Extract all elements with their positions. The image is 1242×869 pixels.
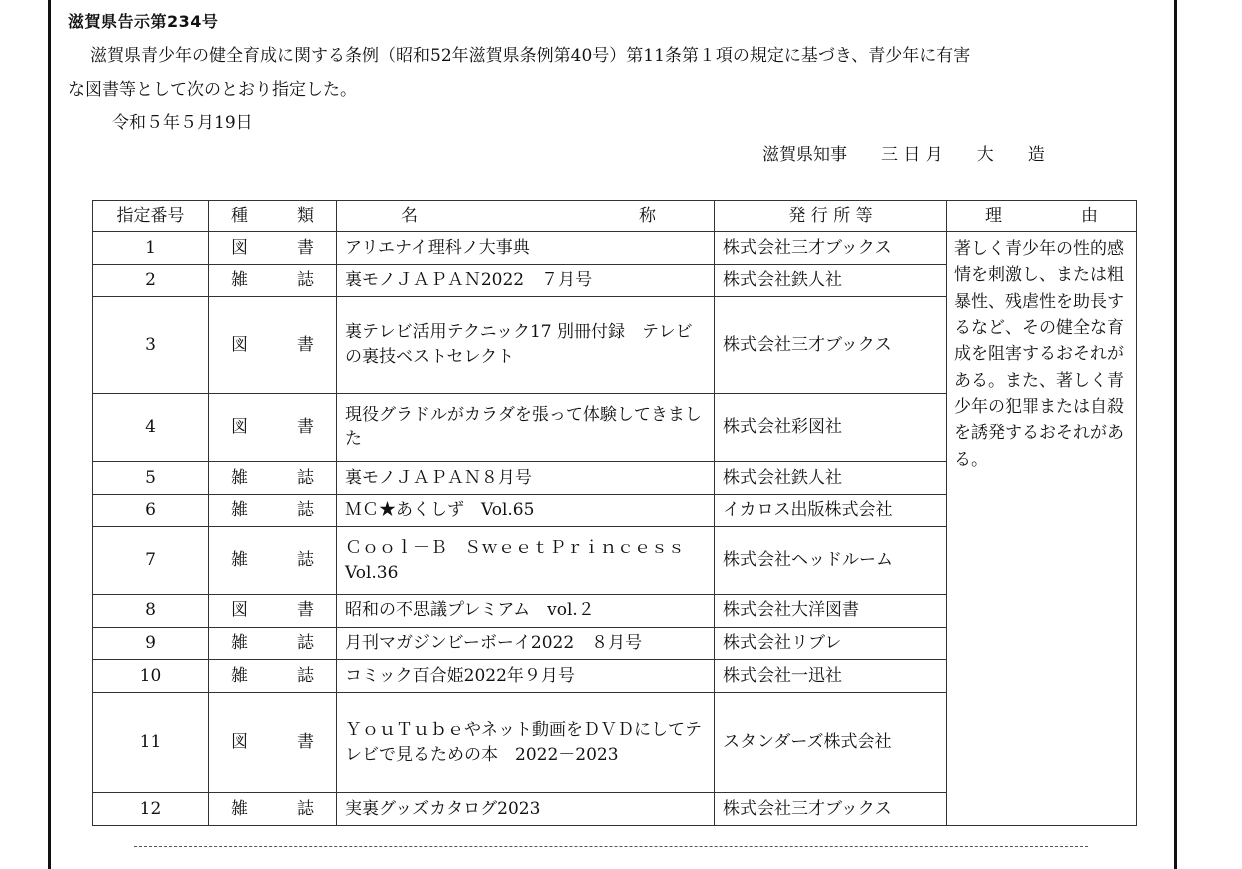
row-kind-b: 誌 xyxy=(297,467,314,488)
row-kind xyxy=(209,660,337,693)
row-kind-b: 書 xyxy=(297,237,314,258)
row-kind-b: 誌 xyxy=(297,500,314,521)
row-title: 裏テレビ活用テクニック17 別冊付録 テレビの裏技ベストセレクト xyxy=(337,297,715,393)
row-kind-a: 図 xyxy=(231,732,248,753)
header-publisher: 発 行 所 等 xyxy=(715,201,947,232)
row-kind-a: 図 xyxy=(231,416,248,437)
row-kind xyxy=(209,393,337,461)
row-kind-b: 書 xyxy=(297,732,314,753)
table-header-row xyxy=(93,201,1137,232)
header-reason xyxy=(947,201,1137,232)
row-kind-a: 図 xyxy=(231,334,248,355)
notice-body-line2: な図書等として次のとおり指定した。 xyxy=(68,80,357,100)
row-kind xyxy=(209,527,337,594)
row-kind xyxy=(209,793,337,826)
row-number: 2 xyxy=(93,264,209,297)
row-title: Ｃｏｏｌ－Ｂ ＳｗｅｅｔＰｒｉｎｃｅｓｓ Vol.36 xyxy=(337,527,715,594)
header-name-b: 称 xyxy=(639,205,656,226)
frame-left-border xyxy=(48,0,51,869)
reason-cell: 著しく青少年の性的感情を刺激し、または粗暴性、残虐性を助長するなど、その健全な育成を阻害するおそれがある。また、著しく青少年の犯罪または自殺を誘発するおそれがある。 xyxy=(947,232,1137,826)
row-kind-b: 誌 xyxy=(297,798,314,819)
row-kind-a: 雑 xyxy=(231,798,248,819)
header-name-a: 名 xyxy=(401,205,418,226)
row-publisher: 株式会社三才ブックス xyxy=(715,297,947,393)
row-kind xyxy=(209,264,337,297)
notice-title: 滋賀県告示第234号 xyxy=(68,12,219,31)
designation-table xyxy=(92,200,1137,826)
row-title: 裏モノＪＡＰＡＮ８月号 xyxy=(337,461,715,494)
row-publisher: 株式会社鉄人社 xyxy=(715,461,947,494)
row-title: ＹｏｕＴｕｂｅやネット動画をＤＶＤにしてテレビで見るための本 2022－2023 xyxy=(337,692,715,792)
header-kind-a: 種 xyxy=(231,205,248,226)
header-reason-b: 由 xyxy=(1081,205,1098,226)
row-publisher: 株式会社大洋図書 xyxy=(715,594,947,627)
row-publisher: 株式会社鉄人社 xyxy=(715,264,947,297)
row-kind xyxy=(209,627,337,660)
row-kind xyxy=(209,692,337,792)
row-title: アリエナイ理科ノ大事典 xyxy=(337,232,715,265)
frame-right-border xyxy=(1174,0,1177,869)
dashed-separator xyxy=(134,846,1088,847)
notice-body-line1: 滋賀県青少年の健全育成に関する条例（昭和52年滋賀県条例第40号）第11条第１項の規定に基づき、青少年に有害 xyxy=(90,46,971,66)
row-kind-b: 書 xyxy=(297,600,314,621)
row-number: 7 xyxy=(93,527,209,594)
row-kind-b: 書 xyxy=(297,334,314,355)
row-publisher: 株式会社三才ブックス xyxy=(715,232,947,265)
row-number: 9 xyxy=(93,627,209,660)
row-kind-b: 誌 xyxy=(297,270,314,291)
row-kind-b: 誌 xyxy=(297,633,314,654)
row-kind xyxy=(209,232,337,265)
row-title: 月刊マガジンビーボーイ2022 ８月号 xyxy=(337,627,715,660)
row-number: 10 xyxy=(93,660,209,693)
row-kind-a: 雑 xyxy=(231,550,248,571)
row-kind-a: 雑 xyxy=(231,500,248,521)
row-number: 1 xyxy=(93,232,209,265)
header-name xyxy=(337,201,715,232)
row-title: ＭＣ★あくしず Vol.65 xyxy=(337,494,715,527)
header-kind xyxy=(209,201,337,232)
row-title: 昭和の不思議プレミアム vol.２ xyxy=(337,594,715,627)
header-kind-b: 類 xyxy=(297,205,314,226)
row-kind xyxy=(209,594,337,627)
row-number: 4 xyxy=(93,393,209,461)
row-kind-a: 図 xyxy=(231,237,248,258)
row-kind-b: 誌 xyxy=(297,665,314,686)
row-kind xyxy=(209,461,337,494)
row-kind-a: 雑 xyxy=(231,633,248,654)
row-number: 6 xyxy=(93,494,209,527)
row-title: 実裏グッズカタログ2023 xyxy=(337,793,715,826)
row-number: 11 xyxy=(93,692,209,792)
row-publisher: 株式会社リブレ xyxy=(715,627,947,660)
row-kind xyxy=(209,494,337,527)
row-publisher: 株式会社一迅社 xyxy=(715,660,947,693)
row-kind-a: 図 xyxy=(231,600,248,621)
row-publisher: イカロス出版株式会社 xyxy=(715,494,947,527)
table-row xyxy=(93,232,1137,265)
row-number: 3 xyxy=(93,297,209,393)
row-number: 12 xyxy=(93,793,209,826)
row-title: 現役グラドルがカラダを張って体験してきました xyxy=(337,393,715,461)
header-number: 指定番号 xyxy=(93,201,209,232)
row-kind-b: 書 xyxy=(297,416,314,437)
row-title: 裏モノＪＡＰＡＮ2022 ７月号 xyxy=(337,264,715,297)
row-kind-a: 雑 xyxy=(231,665,248,686)
row-number: 8 xyxy=(93,594,209,627)
header-reason-a: 理 xyxy=(985,205,1002,226)
row-kind-a: 雑 xyxy=(231,270,248,291)
row-kind-a: 雑 xyxy=(231,467,248,488)
row-title: コミック百合姫2022年９月号 xyxy=(337,660,715,693)
notice-signer: 滋賀県知事 三 日 月 大 造 xyxy=(762,145,1045,165)
row-kind xyxy=(209,297,337,393)
row-publisher: 株式会社三才ブックス xyxy=(715,793,947,826)
row-publisher: スタンダーズ株式会社 xyxy=(715,692,947,792)
row-number: 5 xyxy=(93,461,209,494)
row-publisher: 株式会社彩図社 xyxy=(715,393,947,461)
notice-date: 令和５年５月19日 xyxy=(112,113,253,133)
row-publisher: 株式会社ヘッドルーム xyxy=(715,527,947,594)
row-kind-b: 誌 xyxy=(297,550,314,571)
